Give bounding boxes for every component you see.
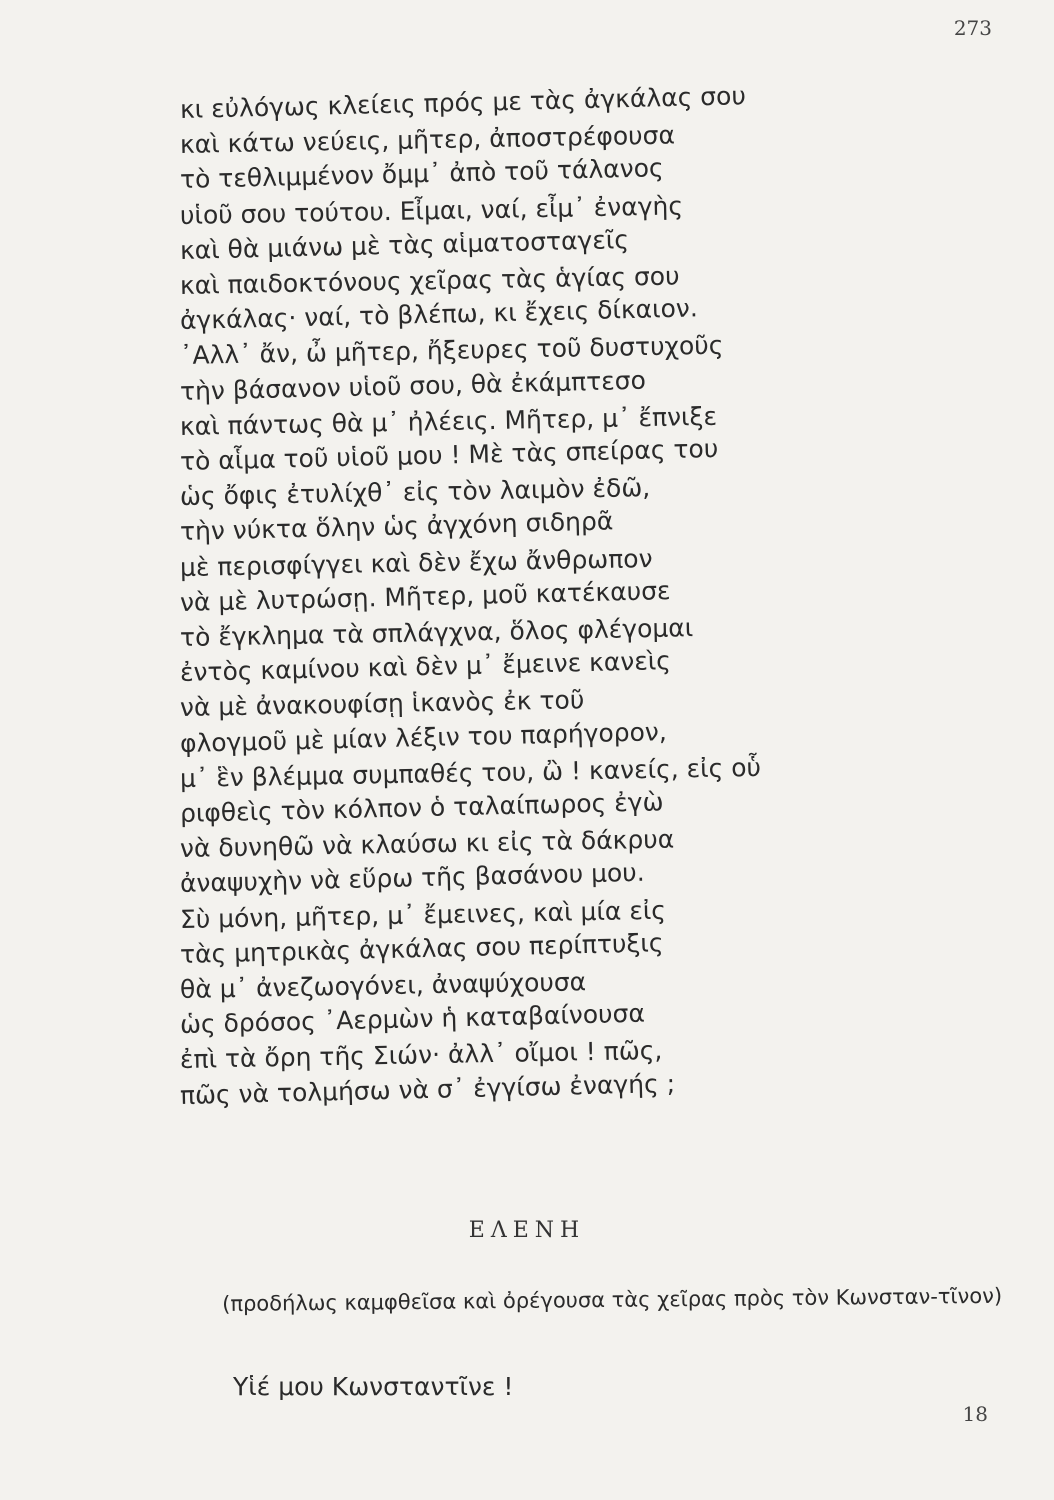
verse-line: τὴν νύκτα ὅλην ὡς ἀγχόνη σιδηρᾶ: [179, 506, 614, 547]
verse-line: φλογμοῦ μὲ μίαν λέξιν του παρήγορον,: [179, 716, 668, 758]
verse-line: ριφθεὶς τὸν κόλπον ὁ ταλαίπωρος ἐγὼ: [179, 787, 664, 829]
verse-line: μὲ περισφίγγει καὶ δὲν ἔχω ἄνθρωπον: [179, 543, 653, 582]
verse-line: ᾽Αλλ᾽ ἄν, ὦ μῆτερ, ἤξευρες τοῦ δυστυχοῦς: [179, 330, 724, 371]
verse-line: ἀγκάλας· ναί, τὸ βλέπω, κι ἔχεις δίκαιον.: [179, 293, 699, 336]
verse-line: τὴν βάσανον υἱοῦ σου, θὰ ἐκάμπτεσο: [179, 365, 647, 406]
verse-line: ὡς δρόσος ᾽Αερμὼν ἡ καταβαίνουσα: [179, 998, 646, 1040]
signature-mark: 18: [962, 1402, 988, 1426]
verse-line: ὡς ὄφις ἐτυλίχθ᾽ εἰς τὸν λαιμὸν ἐδῶ,: [179, 473, 651, 512]
verse-line: ἀναψυχὴν νὰ εὕρω τῆς βασάνου μου.: [179, 858, 645, 899]
final-line: Υἱέ μου Κωνσταντῖνε !: [233, 1372, 514, 1401]
stage-direction: (προδήλως καμφθεῖσα καὶ ὀρέγουσα τὰς χεῖρας πρὸς τὸν Κωνσταν-τῖνον): [222, 1283, 1003, 1316]
verse-line: θὰ μ᾽ ἀνεζωογόνει, ἀναψύχουσα: [179, 967, 587, 1005]
verse-block: [179, 81, 820, 1113]
verse-line: καὶ κάτω νεύεις, μῆτερ, ἀποστρέφουσα: [179, 120, 676, 160]
verse-line: καὶ πάντως θὰ μ᾽ ἠλέεις. Μῆτερ, μ᾽ ἔπνιξε: [179, 401, 718, 441]
verse-line: υἱοῦ σου τούτου. Εἶμαι, ναί, εἶμ᾽ ἐναγὴς: [179, 190, 684, 230]
verse-line: τὰς μητρικὰς ἀγκάλας σου περίπτυξις: [179, 928, 664, 969]
verse-line: καὶ παιδοκτόνους χεῖρας τὰς ἁγίας σου: [179, 261, 680, 301]
speaker-name: ΕΛΕΝΗ: [468, 1218, 586, 1243]
verse-line: κι εὐλόγως κλείεις πρός με τὰς ἀγκάλας σου: [179, 81, 747, 124]
page-number: 273: [953, 16, 992, 40]
verse-line: τὸ τεθλιμμένον ὄμμ᾽ ἀπὸ τοῦ τάλανος: [179, 153, 664, 195]
verse-line: νὰ δυνηθῶ νὰ κλαύσω κι εἰς τὰ δάκρυα: [179, 824, 675, 864]
verse-line: πῶς νὰ τολμήσω νὰ σ᾽ ἐγγίσω ἐναγής ;: [179, 1068, 676, 1110]
verse-line: ἐντὸς καμίνου καὶ δὲν μ᾽ ἔμεινε κανεὶς: [179, 646, 672, 688]
verse-line: ἐπὶ τὰ ὄρη τῆς Σιών· ἀλλ᾽ οἴμοι ! πῶς,: [179, 1036, 663, 1075]
verse-line: καὶ θὰ μιάνω μὲ τὰς αἱματοσταγεῖς: [179, 224, 630, 265]
verse-line: τὸ αἷμα τοῦ υἱοῦ μου ! Μὲ τὰς σπείρας του: [179, 433, 719, 477]
verse-line: νὰ μὲ λυτρώσῃ. Μῆτερ, μοῦ κατέκαυσε: [179, 575, 671, 617]
verse-line: μ᾽ ἓν βλέμμα συμπαθές του, ὢ ! κανείς, εἰς οὗ: [179, 752, 762, 793]
verse-line: νὰ μὲ ἀνακουφίσῃ ἱκανὸς ἐκ τοῦ: [179, 685, 585, 723]
verse-line: τὸ ἔγκλημα τὰ σπλάγχνα, ὅλος φλέγομαι: [179, 613, 694, 653]
verse-line: Σὺ μόνη, μῆτερ, μ᾽ ἔμεινες, καὶ μία εἰς: [179, 895, 667, 934]
